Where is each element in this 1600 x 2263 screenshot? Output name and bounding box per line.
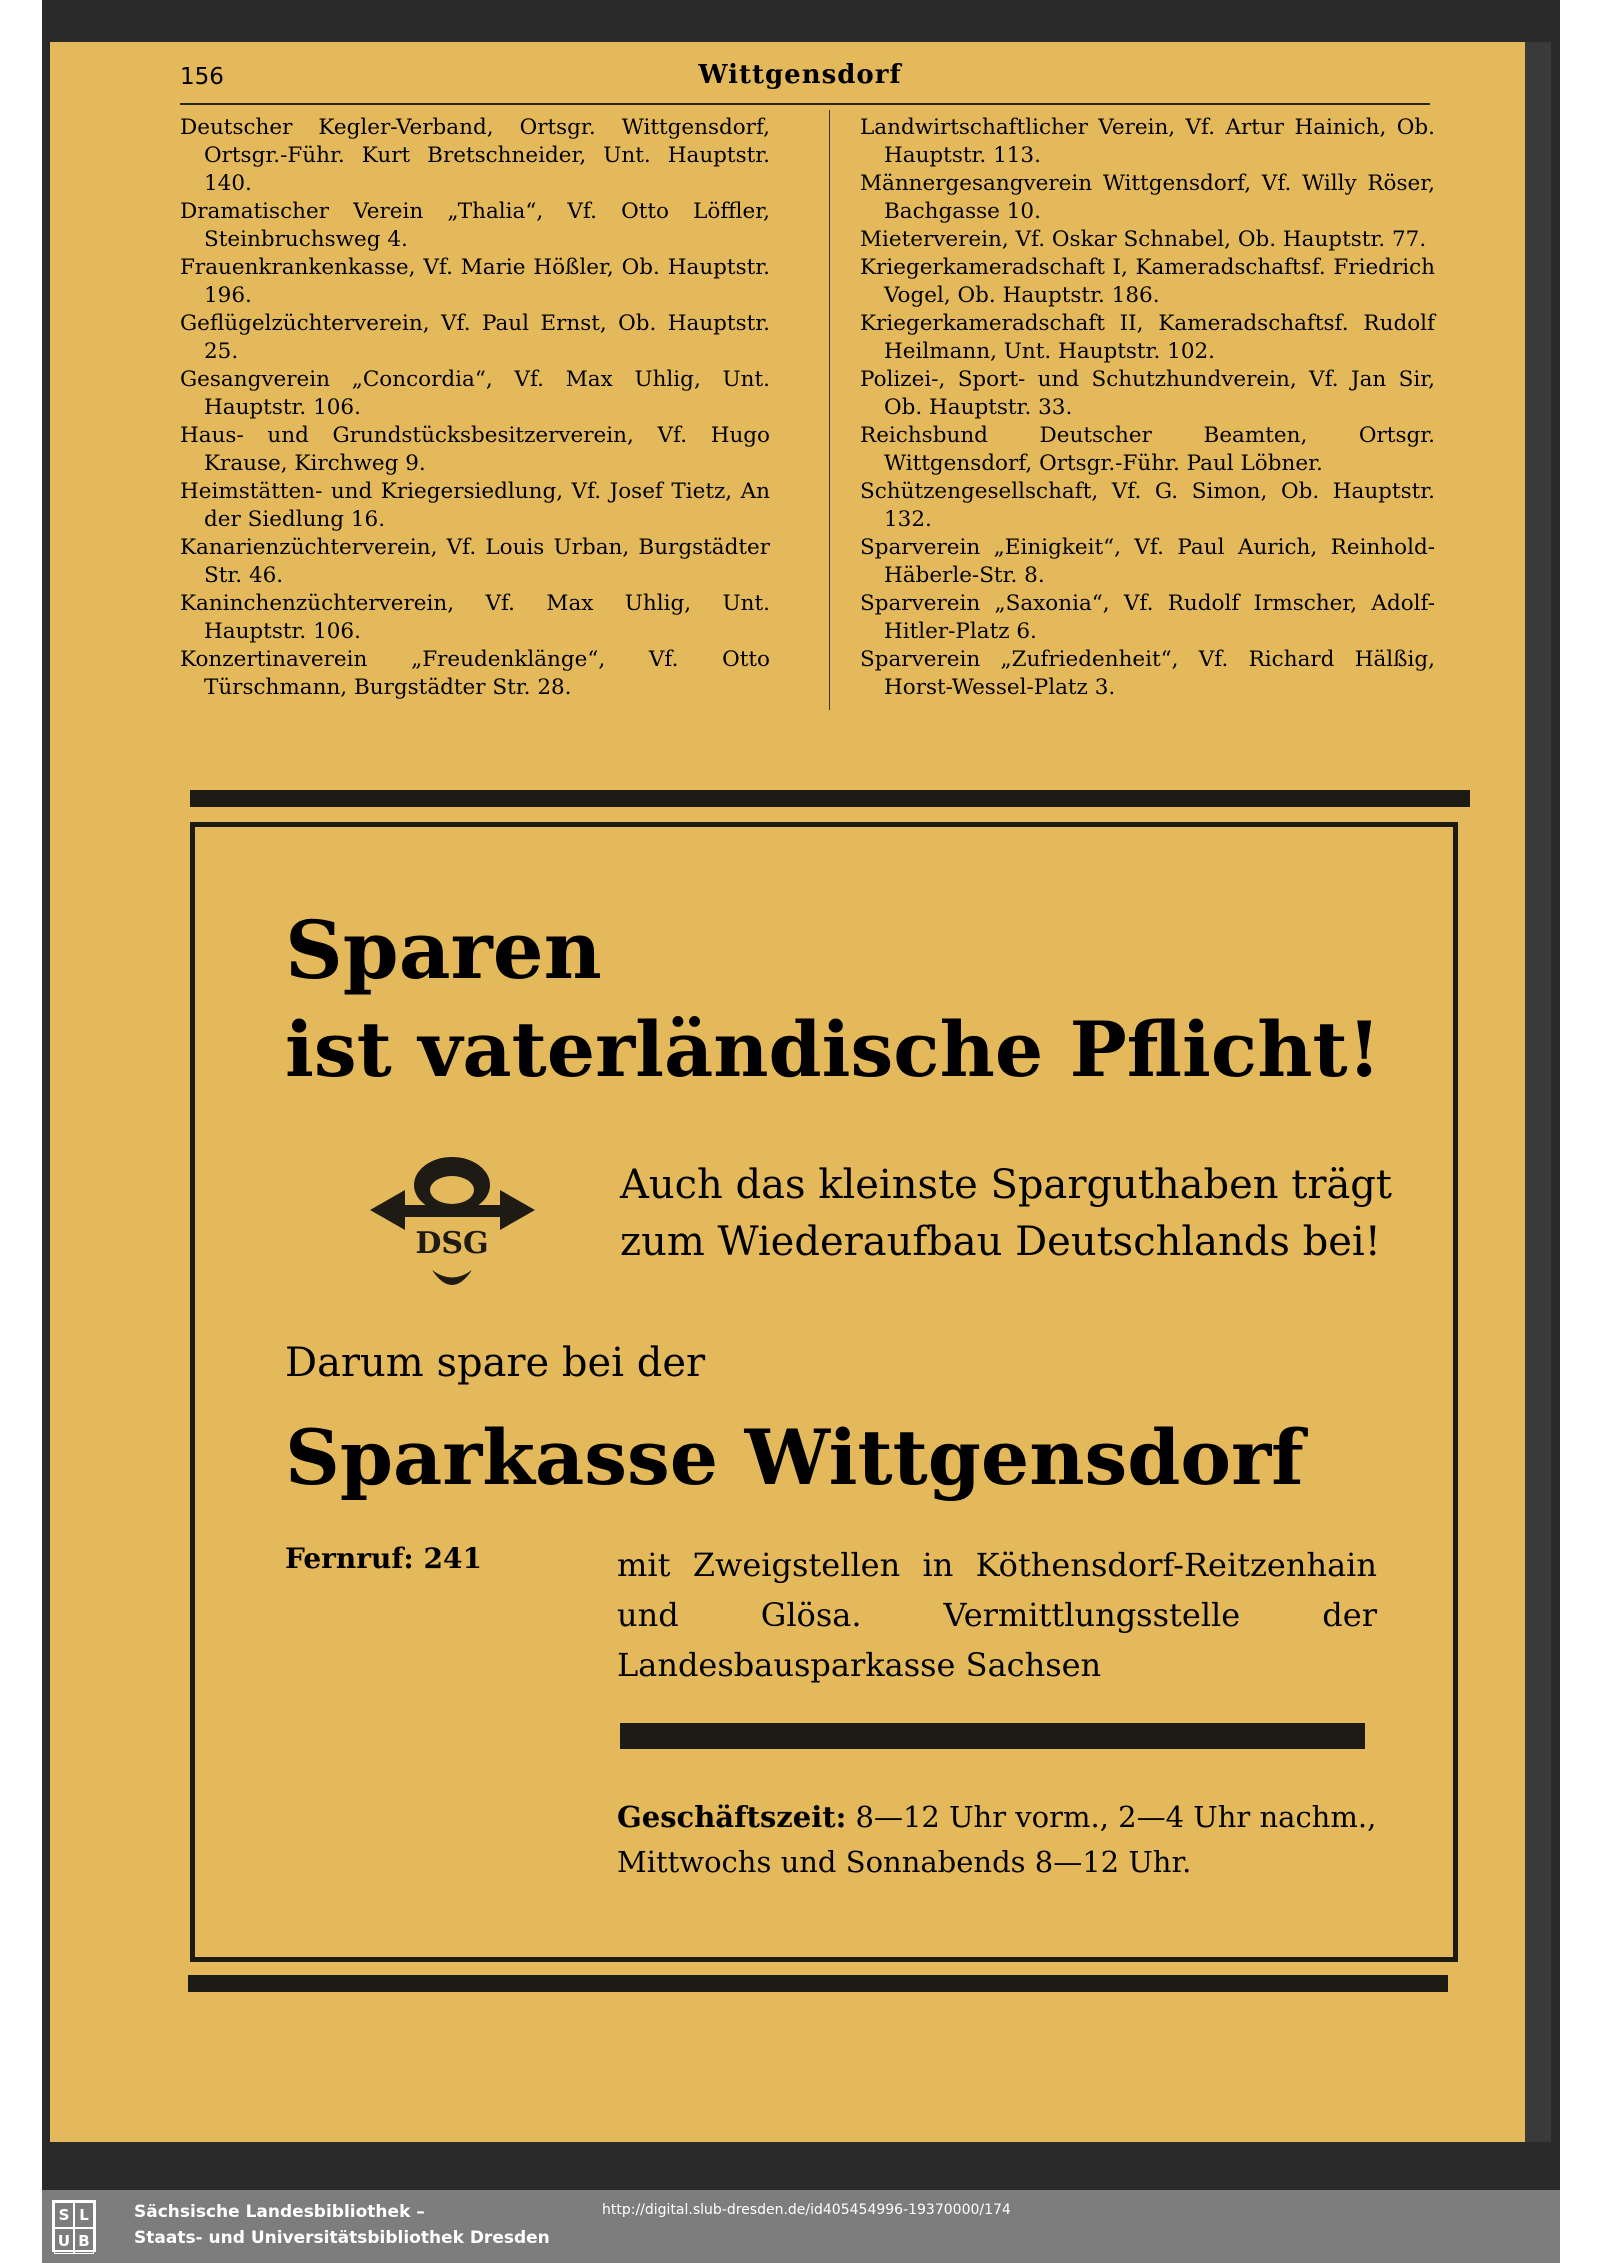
list-item: Schützengesellschaft, Vf. G. Simon, Ob. Hauptstr. 132. [860, 479, 1435, 532]
list-item: Kriegerkameradschaft I, Kameradschaftsf. Friedrich Vogel, Ob. Hauptstr. 186. [860, 255, 1435, 308]
logo-letter: U [54, 2228, 74, 2254]
list-item: Kriegerkameradschaft II, Kameradschaftsf. Rudolf Heilmann, Unt. Hauptstr. 102. [860, 311, 1435, 364]
library-name-line-1: Sächsische Landesbibliothek – [134, 2202, 425, 2222]
list-item: Haus- und Grundstücksbesitzerverein, Vf. Hugo Krause, Kirchweg 9. [180, 423, 770, 476]
ad-inner-bar [620, 1723, 1365, 1749]
list-item: Deutscher Kegler-Verband, Ortsgr. Wittgensdorf, Ortsgr.-Führ. Kurt Bretschneider, Unt. Hauptstr. 140. [180, 115, 770, 196]
list-item: Landwirtschaftlicher Verein, Vf. Artur Hainich, Ob. Hauptstr. 113. [860, 115, 1435, 168]
page-edge [1525, 42, 1551, 2142]
list-item: Polizei-, Sport- und Schutzhundverein, Vf. Jan Sir, Ob. Hauptstr. 33. [860, 367, 1435, 420]
ad-bank-name: Sparkasse Wittgensdorf [285, 1413, 1304, 1502]
list-item: Sparverein „Zufriedenheit“, Vf. Richard Hälßig, Horst-Wessel-Platz 3. [860, 647, 1435, 700]
list-item: Geflügelzüchterverein, Vf. Paul Ernst, Ob. Hauptstr. 25. [180, 311, 770, 364]
source-url-link[interactable]: http://digital.slub-dresden.de/id405454996-19370000/174 [602, 2202, 1011, 2218]
right-column [860, 114, 1435, 702]
logo-letter: B [74, 2228, 94, 2254]
ad-subline-1: Auch das kleinste Sparguthaben trägt [620, 1162, 1392, 1208]
ad-phone: Fernruf: 241 [285, 1542, 482, 1575]
ad-subline-2: zum Wiederaufbau Deutschlands bei! [620, 1219, 1381, 1265]
list-item: Mieterverein, Vf. Oskar Schnabel, Ob. Hauptstr. 77. [860, 227, 1427, 252]
list-item: Frauenkrankenkasse, Vf. Marie Hößler, Ob. Hauptstr. 196. [180, 255, 770, 308]
hours-line-2: Mittwochs und Sonnabends 8—12 Uhr. [617, 1845, 1192, 1879]
logo-text: DSG [415, 1226, 489, 1261]
ad-call-to-action: Darum spare bei der [285, 1340, 706, 1386]
running-title: Wittgensdorf [698, 60, 902, 90]
list-item: Sparverein „Einigkeit“, Vf. Paul Aurich, Reinhold-Häberle-Str. 8. [860, 535, 1435, 588]
ad-headline-2: ist vaterländische Pflicht! [285, 1005, 1381, 1094]
page-number: 156 [180, 64, 224, 90]
dsg-logo-icon [360, 1135, 545, 1305]
list-item: Männergesangverein Wittgensdorf, Vf. Willy Röser, Bachgasse 10. [860, 171, 1435, 224]
left-column [180, 114, 770, 702]
ad-bottom-bar [188, 1975, 1448, 1992]
hours-label: Geschäftszeit: [617, 1800, 847, 1834]
list-item: Konzertinaverein „Freudenklänge“, Vf. Otto Türschmann, Burgstädter Str. 28. [180, 647, 770, 700]
list-item: Gesangverein „Concordia“, Vf. Max Uhlig, Unt. Hauptstr. 106. [180, 367, 770, 420]
library-footer [42, 2190, 1560, 2263]
slub-logo-icon [52, 2200, 96, 2252]
list-item: Kaninchenzüchterverein, Vf. Max Uhlig, Unt. Hauptstr. 106. [180, 591, 770, 644]
ad-business-hours [617, 1795, 1387, 1885]
list-item: Dramatischer Verein „Thalia“, Vf. Otto Löffler, Steinbruchsweg 4. [180, 199, 770, 252]
ad-branches: mit Zweigstellen in Köthensdorf-Reitzenhain und Glösa. Vermittlungsstelle der Landesbausparkasse Sachsen [617, 1546, 1377, 1684]
logo-letter: L [74, 2202, 94, 2228]
hours-line-1: 8—12 Uhr vorm., 2—4 Uhr nachm., [846, 1800, 1377, 1834]
ad-top-bar [190, 790, 1470, 807]
list-item: Reichsbund Deutscher Beamten, Ortsgr. Wittgensdorf, Ortsgr.-Führ. Paul Löbner. [860, 423, 1435, 476]
list-item: Heimstätten- und Kriegersiedlung, Vf. Josef Tietz, An der Siedlung 16. [180, 479, 770, 532]
header-rule [180, 103, 1430, 105]
ad-headline-1: Sparen [285, 903, 602, 997]
column-divider [829, 110, 830, 710]
library-name-line-2: Staats- und Universitätsbibliothek Dresden [134, 2228, 550, 2248]
logo-letter: S [54, 2202, 74, 2228]
list-item: Sparverein „Saxonia“, Vf. Rudolf Irmscher, Adolf-Hitler-Platz 6. [860, 591, 1435, 644]
list-item: Kanarienzüchterverein, Vf. Louis Urban, Burgstädter Str. 46. [180, 535, 770, 588]
